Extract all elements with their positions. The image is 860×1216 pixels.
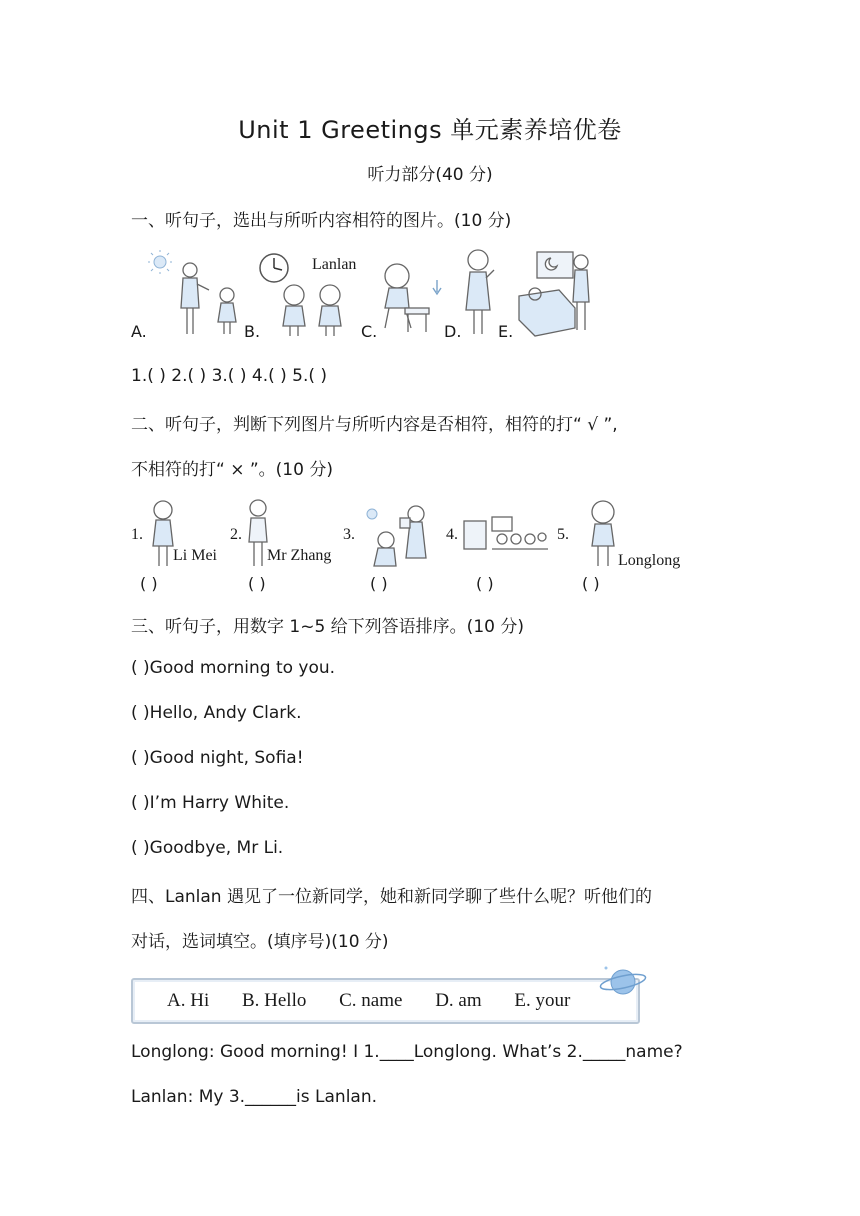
section2-heading-line2: 不相符的打“ × ”。(10 分)	[131, 460, 333, 480]
section4-heading-line2: 对话，选词填空。(填序号)(10 分)	[131, 932, 389, 952]
ordering-item-2[interactable]: ( )Hello, Andy Clark.	[131, 703, 302, 723]
section1-answer-blanks[interactable]: 1.( ) 2.( ) 3.( ) 4.( ) 5.( )	[131, 366, 328, 386]
word-option-b: B. Hello	[241, 990, 307, 1011]
ordering-item-1[interactable]: ( )Good morning to you.	[131, 658, 336, 678]
lanlan-label: Lanlan	[312, 256, 357, 273]
word-bank-options	[167, 990, 598, 1012]
picture-label-b: B.	[244, 322, 261, 341]
ordering-item-3[interactable]: ( )Good night, Sofia!	[131, 748, 304, 768]
picture-label-c: C.	[361, 322, 378, 341]
section3-heading: 三、听句子，用数字 1~5 给下列答语排序。(10 分)	[131, 617, 524, 637]
sun-icon	[148, 250, 172, 274]
judge-blank-2[interactable]: ( )	[248, 574, 266, 593]
picture-e-bedtime	[515, 250, 593, 338]
name-longlong: Longlong	[618, 552, 681, 569]
picture-a-morning-greeting	[145, 250, 245, 340]
name-li-mei: Li Mei	[173, 547, 217, 564]
name-mr-zhang: Mr Zhang	[267, 547, 332, 564]
ordering-item-4[interactable]: ( )I’m Harry White.	[131, 793, 290, 813]
word-option-a: A. Hi	[167, 990, 210, 1011]
section2-heading-line1: 二、听句子，判断下列图片与所听内容是否相符，相符的打“ √ ”,	[131, 415, 618, 435]
section2-number-1: 1.	[131, 526, 143, 543]
picture-label-a: A.	[131, 322, 147, 341]
word-bank-box	[131, 978, 640, 1024]
section2-number-2: 2.	[230, 526, 242, 543]
section1-heading: 一、听句子，选出与所听内容相符的图片。(10 分)	[131, 211, 512, 231]
clock-icon	[260, 254, 288, 282]
sun-icon	[367, 509, 377, 519]
picture-3-morning-scene	[360, 500, 432, 570]
section2-number-4: 4.	[446, 526, 458, 543]
picture-label-e: E.	[498, 322, 514, 341]
judge-blank-3[interactable]: ( )	[370, 574, 388, 593]
down-arrow-icon	[433, 280, 441, 294]
judge-blank-5[interactable]: ( )	[582, 574, 600, 593]
picture-4-classroom	[462, 515, 548, 551]
section4-heading-line1: 四、Lanlan 遇见了一位新同学，她和新同学聊了些什么呢？听他们的	[131, 887, 652, 907]
dialogue-line-lanlan[interactable]: Lanlan: My 3.______is Lanlan.	[131, 1087, 378, 1107]
listening-subtitle: 听力部分(40 分)	[367, 165, 493, 185]
judge-blank-4[interactable]: ( )	[476, 574, 494, 593]
section2-number-3: 3.	[343, 526, 355, 543]
ordering-item-5[interactable]: ( )Goodbye, Mr Li.	[131, 838, 284, 858]
planet-icon	[598, 962, 650, 1002]
dialogue-line-longlong[interactable]: Longlong: Good morning! I 1.____Longlong. What’s 2._____name?	[131, 1042, 683, 1062]
word-option-e: E. your	[514, 990, 571, 1011]
judge-blank-1[interactable]: ( )	[140, 574, 158, 593]
word-option-c: C. name	[339, 990, 403, 1011]
page-title: Unit 1 Greetings 单元素养培优卷	[238, 116, 622, 144]
picture-c-boy-sitting	[375, 258, 445, 338]
word-option-d: D. am	[435, 990, 482, 1011]
picture-d-teacher	[458, 246, 498, 338]
picture-label-d: D.	[444, 322, 462, 341]
section2-number-5: 5.	[557, 526, 569, 543]
